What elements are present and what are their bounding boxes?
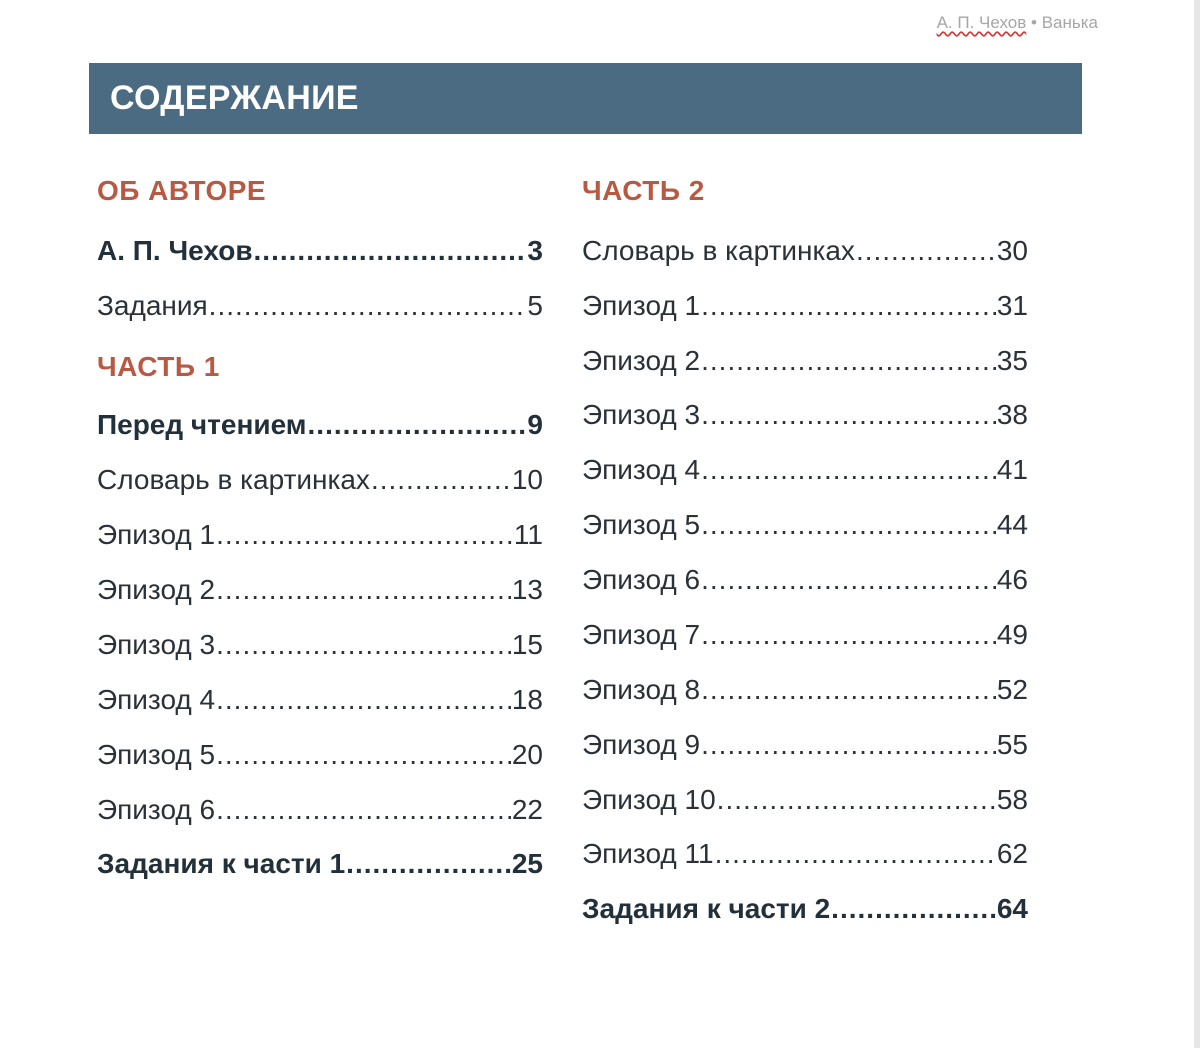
toc-page-number: 15 xyxy=(511,629,543,660)
toc-page-number: 18 xyxy=(511,684,543,715)
toc-page-number: 41 xyxy=(996,454,1028,485)
toc-entry-label: Словарь в картинках xyxy=(582,235,855,266)
toc-entry-episode-4[interactable] xyxy=(97,683,543,717)
toc-entry-label: Эпизод 5 xyxy=(97,739,216,770)
toc-entry-p2-episode-7[interactable] xyxy=(582,618,1028,652)
leader-dots xyxy=(701,453,996,487)
toc-entry-label: Эпизод 3 xyxy=(582,399,701,430)
section-title-part1: ЧАСТЬ 1 xyxy=(97,351,220,382)
toc-entry-label: Эпизод 1 xyxy=(97,519,216,550)
toc-entry-label: Эпизод 4 xyxy=(97,684,216,715)
running-header xyxy=(937,13,1098,33)
toc-page-number: 62 xyxy=(996,838,1028,869)
toc-entry-label: Эпизод 10 xyxy=(582,784,716,815)
toc-page-number: 13 xyxy=(511,574,543,605)
section-title-part2: ЧАСТЬ 2 xyxy=(582,175,705,206)
toc-entry-label: Эпизод 3 xyxy=(97,629,216,660)
toc-entry-p2-episode-6[interactable] xyxy=(582,563,1028,597)
toc-entry-label: Эпизод 5 xyxy=(582,509,701,540)
toc-entry-label: Эпизод 8 xyxy=(582,674,701,705)
header-author: А. П. Чехов xyxy=(936,13,1027,32)
leader-dots xyxy=(216,628,511,662)
toc-page-number: 46 xyxy=(996,564,1028,595)
leader-dots xyxy=(701,563,996,597)
leader-dots xyxy=(701,289,996,323)
toc-page-number: 9 xyxy=(527,409,543,440)
toc-entry-p2-episode-1[interactable] xyxy=(582,289,1028,323)
toc-entry-chekhov[interactable] xyxy=(97,234,543,268)
leader-dots xyxy=(308,408,527,442)
toc-entry-label: Эпизод 9 xyxy=(582,729,701,760)
leader-dots xyxy=(216,518,513,552)
title-bar xyxy=(89,63,1082,134)
leader-dots xyxy=(209,289,527,323)
leader-dots xyxy=(715,837,996,871)
leader-dots xyxy=(216,683,511,717)
toc-entry-picture-dictionary[interactable] xyxy=(97,463,543,497)
toc-page-number: 20 xyxy=(511,739,543,770)
toc-entry-tasks[interactable] xyxy=(97,289,543,323)
toc-page-number: 64 xyxy=(996,893,1028,924)
toc-entry-label: Эпизод 7 xyxy=(582,619,701,650)
leader-dots xyxy=(701,344,996,378)
header-separator: • xyxy=(1031,13,1037,32)
toc-entry-label: Эпизод 1 xyxy=(582,290,701,321)
toc-entry-p2-episode-5[interactable] xyxy=(582,508,1028,542)
toc-entry-label: Эпизод 2 xyxy=(582,345,701,376)
leader-dots xyxy=(254,234,527,268)
page-title: СОДЕРЖАНИЕ xyxy=(110,79,359,117)
leader-dots xyxy=(346,847,511,881)
leader-dots xyxy=(216,573,511,607)
toc-entry-episode-3[interactable] xyxy=(97,628,543,662)
toc-entry-label: Задания к части 1 xyxy=(97,848,346,879)
leader-dots xyxy=(701,398,996,432)
toc-page-number: 31 xyxy=(996,290,1028,321)
toc-entry-p2-episode-9[interactable] xyxy=(582,728,1028,762)
toc-page-number: 5 xyxy=(527,290,543,321)
leader-dots xyxy=(701,673,996,707)
toc-page-number: 58 xyxy=(996,784,1028,815)
leader-dots xyxy=(701,618,996,652)
toc-entry-episode-1[interactable] xyxy=(97,518,543,552)
toc-page-number: 52 xyxy=(996,674,1028,705)
toc-entry-label: Задания xyxy=(97,290,208,321)
toc-page-number: 44 xyxy=(996,509,1028,540)
toc-entry-label: Задания к части 2 xyxy=(582,893,831,924)
toc-entry-episode-2[interactable] xyxy=(97,573,543,607)
toc-entry-p2-episode-3[interactable] xyxy=(582,398,1028,432)
toc-entry-tasks-part-2[interactable] xyxy=(582,892,1028,926)
toc-entry-label: Эпизод 6 xyxy=(582,564,701,595)
toc-entry-episode-6[interactable] xyxy=(97,793,543,827)
toc-entry-label: Эпизод 11 xyxy=(582,838,714,869)
leader-dots xyxy=(831,892,996,926)
toc-entry-label: Перед чтением xyxy=(97,409,307,440)
toc-entry-tasks-part-1[interactable] xyxy=(97,847,543,881)
leader-dots xyxy=(701,728,996,762)
toc-page-number: 10 xyxy=(511,464,543,495)
toc-entry-p2-episode-11[interactable] xyxy=(582,837,1028,871)
toc-page-number: 30 xyxy=(996,235,1028,266)
toc-entry-p2-episode-10[interactable] xyxy=(582,783,1028,817)
toc-entry-before-reading[interactable] xyxy=(97,408,543,442)
leader-dots xyxy=(717,783,996,817)
leader-dots xyxy=(216,793,511,827)
toc-entry-p2-episode-8[interactable] xyxy=(582,673,1028,707)
toc-entry-p2-episode-4[interactable] xyxy=(582,453,1028,487)
toc-page-number: 11 xyxy=(513,519,543,550)
toc-page-number: 22 xyxy=(511,794,543,825)
toc-page-number: 25 xyxy=(511,848,543,879)
leader-dots xyxy=(216,738,511,772)
toc-page-number: 38 xyxy=(996,399,1028,430)
toc-page-number: 55 xyxy=(996,729,1028,760)
toc-entry-p2-episode-2[interactable] xyxy=(582,344,1028,378)
toc-page-number: 35 xyxy=(996,345,1028,376)
toc-page-number: 49 xyxy=(996,619,1028,650)
leader-dots xyxy=(371,463,511,497)
toc-entry-label: Эпизод 2 xyxy=(97,574,216,605)
toc-page-number: 3 xyxy=(527,235,543,266)
scrollbar-edge[interactable] xyxy=(1194,0,1200,1048)
toc-entry-picture-dictionary-2[interactable] xyxy=(582,234,1028,268)
toc-entry-episode-5[interactable] xyxy=(97,738,543,772)
leader-dots xyxy=(856,234,996,268)
toc-entry-label: Эпизод 4 xyxy=(582,454,701,485)
header-book: Ванька xyxy=(1041,13,1098,32)
toc-entry-label: Эпизод 6 xyxy=(97,794,216,825)
leader-dots xyxy=(701,508,996,542)
toc-entry-label: А. П. Чехов xyxy=(97,235,253,266)
toc-entry-label: Словарь в картинках xyxy=(97,464,370,495)
section-title-about: ОБ АВТОРЕ xyxy=(97,175,267,206)
